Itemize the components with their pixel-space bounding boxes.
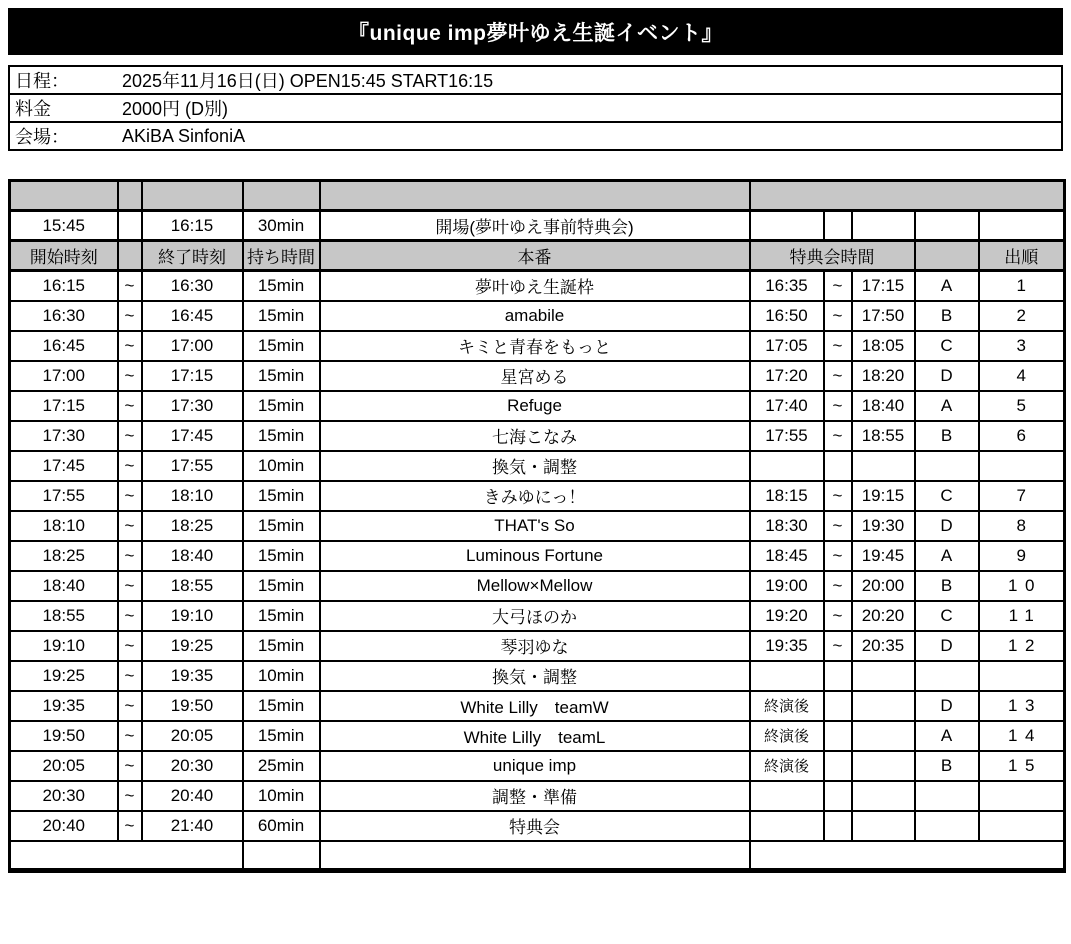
duration-cell: 15min: [243, 421, 320, 451]
duration-cell: 15min: [243, 541, 320, 571]
start-time-cell: 17:45: [10, 451, 118, 481]
end-time-cell: 20:05: [142, 721, 243, 751]
group-cell: [915, 781, 979, 811]
tilde-cell: ~: [118, 301, 142, 331]
program-cell: 調整・準備: [320, 781, 750, 811]
bonus-end-cell: 18:05: [852, 331, 915, 361]
start-time-cell: 19:50: [10, 721, 118, 751]
bonus-start-cell: 16:50: [750, 301, 824, 331]
order-cell: [979, 451, 1065, 481]
bonus-start-cell: 17:55: [750, 421, 824, 451]
info-row-date: [8, 65, 1063, 95]
end-time-cell: 17:45: [142, 421, 243, 451]
order-cell: 3: [979, 331, 1065, 361]
end-time-cell: 19:25: [142, 631, 243, 661]
order-cell: 12: [979, 631, 1065, 661]
bonus-start-cell: 19:35: [750, 631, 824, 661]
group-cell: [915, 451, 979, 481]
start-time-cell: 19:25: [10, 661, 118, 691]
duration-cell: 10min: [243, 781, 320, 811]
start-time-cell: 18:55: [10, 601, 118, 631]
bonus-tilde-cell: ~: [824, 361, 852, 391]
timetable-row: [10, 511, 1065, 541]
title-bar: [8, 8, 1063, 55]
bonus-tilde-cell: ~: [824, 571, 852, 601]
start-time-cell: 17:55: [10, 481, 118, 511]
bonus-start-cell: 18:15: [750, 481, 824, 511]
bonus-end-cell: [852, 781, 915, 811]
tilde-cell: ~: [118, 271, 142, 301]
group-cell: [915, 661, 979, 691]
start-time-cell: 17:30: [10, 421, 118, 451]
tilde-cell: ~: [118, 451, 142, 481]
group-cell: D: [915, 361, 979, 391]
duration-cell: 15min: [243, 721, 320, 751]
order-cell: 11: [979, 601, 1065, 631]
order-cell: 6: [979, 421, 1065, 451]
spacer-cell-right: [750, 181, 1065, 211]
group-cell: A: [915, 721, 979, 751]
timetable-row: [10, 571, 1065, 601]
info-label-date: 日程：: [15, 71, 69, 91]
spacer-cell: [243, 181, 320, 211]
group-cell: [915, 811, 979, 841]
bonus-end-cell: 17:15: [852, 271, 915, 301]
bonus-end-cell: 20:35: [852, 631, 915, 661]
program-cell: 琴羽ゆな: [320, 631, 750, 661]
duration-cell: 15min: [243, 361, 320, 391]
bonus-start-cell: [750, 811, 824, 841]
start-time-cell: 16:15: [10, 271, 118, 301]
info-row-venue: [8, 121, 1063, 151]
timetable-row: [10, 541, 1065, 571]
spacer-cell: [320, 181, 750, 211]
bonus-start-cell: 19:20: [750, 601, 824, 631]
info-value-price: 2000円 (D別): [122, 99, 229, 119]
timetable-row: [10, 481, 1065, 511]
tilde-cell: ~: [118, 331, 142, 361]
tilde-cell: ~: [118, 601, 142, 631]
bonus-start-cell: 18:45: [750, 541, 824, 571]
group-cell: B: [915, 571, 979, 601]
timetable-row: [10, 331, 1065, 361]
header-start-time: 開始時刻: [10, 241, 118, 271]
tilde-cell: ~: [118, 481, 142, 511]
program-cell: 開場(夢叶ゆえ事前特典会): [320, 211, 750, 241]
program-cell: THAT's So: [320, 511, 750, 541]
bonus-start-cell: 17:40: [750, 391, 824, 421]
duration-cell: 15min: [243, 571, 320, 601]
program-cell: 特典会: [320, 811, 750, 841]
bonus-start-cell: 終演後: [750, 751, 824, 781]
bonus-tilde-cell: ~: [824, 271, 852, 301]
bonus-start-cell: 17:05: [750, 331, 824, 361]
timetable-row: [10, 301, 1065, 331]
group-cell: C: [915, 601, 979, 631]
end-time-cell: 16:30: [142, 271, 243, 301]
bonus-end-cell: 19:15: [852, 481, 915, 511]
bonus-start-cell: 16:35: [750, 271, 824, 301]
start-time-cell: 18:40: [10, 571, 118, 601]
timetable-row: [10, 361, 1065, 391]
program-cell: 星宮める: [320, 361, 750, 391]
timetable-row: [10, 631, 1065, 661]
timetable-row: [10, 781, 1065, 811]
timetable: [8, 179, 1066, 873]
duration-cell: 10min: [243, 661, 320, 691]
header-tilde: [118, 241, 142, 271]
header-order: 出順: [979, 241, 1065, 271]
end-time-cell: 17:55: [142, 451, 243, 481]
duration-cell: 15min: [243, 631, 320, 661]
header-duration: 持ち時間: [243, 241, 320, 271]
tilde-cell: ~: [118, 361, 142, 391]
footer-empty-cell: [10, 841, 243, 871]
start-time-cell: 19:35: [10, 691, 118, 721]
duration-cell: 10min: [243, 451, 320, 481]
group-cell: C: [915, 481, 979, 511]
group-cell: D: [915, 691, 979, 721]
bonus-start-cell: [750, 781, 824, 811]
order-cell: 15: [979, 751, 1065, 781]
header-end-time: 終了時刻: [142, 241, 243, 271]
end-time-cell: 18:10: [142, 481, 243, 511]
schedule-page: [0, 8, 1071, 944]
program-cell: きみゆにっ！: [320, 481, 750, 511]
start-time-cell: 20:30: [10, 781, 118, 811]
tilde-cell: [118, 211, 142, 241]
order-cell: 4: [979, 361, 1065, 391]
bonus-start-cell: [750, 661, 824, 691]
group-cell: C: [915, 331, 979, 361]
end-time-cell: 16:15: [142, 211, 243, 241]
order-cell: 10: [979, 571, 1065, 601]
tilde-cell: ~: [118, 631, 142, 661]
tilde-cell: ~: [118, 661, 142, 691]
end-time-cell: 19:10: [142, 601, 243, 631]
end-time-cell: 21:40: [142, 811, 243, 841]
group-cell: B: [915, 751, 979, 781]
bonus-end-cell: [852, 691, 915, 721]
info-row-price: [8, 93, 1063, 123]
timetable-row: [10, 811, 1065, 841]
bonus-tilde-cell: ~: [824, 391, 852, 421]
bonus-tilde-cell: [824, 661, 852, 691]
program-cell: 大弓ほのか: [320, 601, 750, 631]
timetable-row: [10, 691, 1065, 721]
info-value-date: 2025年11月16日(日) OPEN15:45 START16:15: [122, 71, 494, 91]
spacer-cell: [118, 181, 142, 211]
bonus-end-cell: 19:45: [852, 541, 915, 571]
start-time-cell: 17:15: [10, 391, 118, 421]
group-cell: A: [915, 391, 979, 421]
start-time-cell: 16:30: [10, 301, 118, 331]
order-cell: 2: [979, 301, 1065, 331]
timetable-row: [10, 451, 1065, 481]
group-cell: B: [915, 301, 979, 331]
end-time-cell: 18:55: [142, 571, 243, 601]
info-label-price: 料金: [15, 99, 51, 119]
timetable-row: [10, 661, 1065, 691]
program-cell: Mellow×Mellow: [320, 571, 750, 601]
bonus-end-cell: [852, 751, 915, 781]
end-time-cell: 17:15: [142, 361, 243, 391]
group-cell: B: [915, 421, 979, 451]
tilde-cell: ~: [118, 781, 142, 811]
order-cell: [979, 211, 1065, 241]
tilde-cell: ~: [118, 811, 142, 841]
start-time-cell: 18:25: [10, 541, 118, 571]
program-cell: White Lilly teamW: [320, 691, 750, 721]
bonus-start-cell: 18:30: [750, 511, 824, 541]
end-time-cell: 18:25: [142, 511, 243, 541]
footer-empty-cell: [243, 841, 320, 871]
doors-open-row: [10, 211, 1065, 241]
duration-cell: 15min: [243, 301, 320, 331]
bonus-start-cell: [750, 211, 824, 241]
program-cell: Refuge: [320, 391, 750, 421]
bonus-end-cell: [852, 721, 915, 751]
bonus-tilde-cell: ~: [824, 511, 852, 541]
bonus-tilde-cell: ~: [824, 301, 852, 331]
duration-cell: 25min: [243, 751, 320, 781]
end-time-cell: 20:30: [142, 751, 243, 781]
tilde-cell: ~: [118, 571, 142, 601]
duration-cell: 30min: [243, 211, 320, 241]
start-time-cell: 20:05: [10, 751, 118, 781]
bonus-end-cell: 19:30: [852, 511, 915, 541]
bonus-end-cell: 18:40: [852, 391, 915, 421]
tilde-cell: ~: [118, 751, 142, 781]
duration-cell: 15min: [243, 271, 320, 301]
end-time-cell: 16:45: [142, 301, 243, 331]
bonus-start-cell: 19:00: [750, 571, 824, 601]
bonus-tilde-cell: ~: [824, 331, 852, 361]
bonus-tilde-cell: [824, 781, 852, 811]
end-time-cell: 17:30: [142, 391, 243, 421]
spacer-row: [10, 181, 1065, 211]
bonus-tilde-cell: [824, 721, 852, 751]
program-cell: amabile: [320, 301, 750, 331]
group-cell: A: [915, 541, 979, 571]
bonus-start-cell: 終演後: [750, 691, 824, 721]
group-cell: D: [915, 631, 979, 661]
bonus-start-cell: 17:20: [750, 361, 824, 391]
bonus-end-cell: 17:50: [852, 301, 915, 331]
header-program: 本番: [320, 241, 750, 271]
order-cell: 13: [979, 691, 1065, 721]
bonus-end-cell: 20:20: [852, 601, 915, 631]
bonus-end-cell: 20:00: [852, 571, 915, 601]
timetable-row: [10, 601, 1065, 631]
group-cell: [915, 211, 979, 241]
duration-cell: 15min: [243, 691, 320, 721]
duration-cell: 15min: [243, 601, 320, 631]
bonus-end-cell: [852, 211, 915, 241]
start-time-cell: 17:00: [10, 361, 118, 391]
info-value-venue: AKiBA SinfoniA: [122, 125, 246, 146]
end-time-cell: 18:40: [142, 541, 243, 571]
program-cell: キミと青春をもっと: [320, 331, 750, 361]
order-cell: 7: [979, 481, 1065, 511]
program-cell: 換気・調整: [320, 661, 750, 691]
header-bonus-time: 特典会時間: [750, 241, 915, 271]
order-cell: 9: [979, 541, 1065, 571]
start-time-cell: 20:40: [10, 811, 118, 841]
group-cell: A: [915, 271, 979, 301]
group-cell: D: [915, 511, 979, 541]
bonus-tilde-cell: ~: [824, 541, 852, 571]
tilde-cell: ~: [118, 391, 142, 421]
bonus-start-cell: 終演後: [750, 721, 824, 751]
footer-empty-cell: [320, 841, 750, 871]
timetable-row: [10, 721, 1065, 751]
duration-cell: 15min: [243, 481, 320, 511]
footer-empty-row: [10, 841, 1065, 871]
end-time-cell: 17:00: [142, 331, 243, 361]
start-time-cell: 19:10: [10, 631, 118, 661]
order-cell: [979, 811, 1065, 841]
program-cell: White Lilly teamL: [320, 721, 750, 751]
end-time-cell: 20:40: [142, 781, 243, 811]
spacer-cell: [10, 181, 118, 211]
tilde-cell: ~: [118, 541, 142, 571]
start-time-cell: 16:45: [10, 331, 118, 361]
timetable-row: [10, 421, 1065, 451]
header-group: [915, 241, 979, 271]
order-cell: [979, 661, 1065, 691]
tilde-cell: ~: [118, 691, 142, 721]
order-cell: 14: [979, 721, 1065, 751]
duration-cell: 60min: [243, 811, 320, 841]
info-label-venue: 会場：: [15, 127, 69, 147]
bonus-tilde-cell: ~: [824, 421, 852, 451]
bonus-start-cell: [750, 451, 824, 481]
bonus-tilde-cell: [824, 751, 852, 781]
order-cell: 5: [979, 391, 1065, 421]
duration-cell: 15min: [243, 331, 320, 361]
bonus-end-cell: 18:20: [852, 361, 915, 391]
bonus-end-cell: [852, 661, 915, 691]
duration-cell: 15min: [243, 391, 320, 421]
bonus-tilde-cell: ~: [824, 631, 852, 661]
footer-empty-cell-right: [750, 841, 1065, 871]
event-info-table: [8, 65, 1063, 151]
bonus-tilde-cell: [824, 451, 852, 481]
bonus-tilde-cell: [824, 211, 852, 241]
bonus-end-cell: [852, 811, 915, 841]
order-cell: 8: [979, 511, 1065, 541]
bonus-end-cell: 18:55: [852, 421, 915, 451]
start-time-cell: 18:10: [10, 511, 118, 541]
order-cell: [979, 781, 1065, 811]
order-cell: 1: [979, 271, 1065, 301]
end-time-cell: 19:35: [142, 661, 243, 691]
program-cell: unique imp: [320, 751, 750, 781]
program-cell: Luminous Fortune: [320, 541, 750, 571]
duration-cell: 15min: [243, 511, 320, 541]
bonus-tilde-cell: ~: [824, 481, 852, 511]
program-cell: 七海こなみ: [320, 421, 750, 451]
header-row: [10, 241, 1065, 271]
tilde-cell: ~: [118, 511, 142, 541]
end-time-cell: 19:50: [142, 691, 243, 721]
timetable-row: [10, 271, 1065, 301]
start-time-cell: 15:45: [10, 211, 118, 241]
tilde-cell: ~: [118, 421, 142, 451]
timetable-row: [10, 391, 1065, 421]
program-cell: 換気・調整: [320, 451, 750, 481]
program-cell: 夢叶ゆえ生誕枠: [320, 271, 750, 301]
bonus-end-cell: [852, 451, 915, 481]
timetable-row: [10, 751, 1065, 781]
spacer-cell: [142, 181, 243, 211]
tilde-cell: ~: [118, 721, 142, 751]
bonus-tilde-cell: [824, 811, 852, 841]
bonus-tilde-cell: ~: [824, 601, 852, 631]
event-title: 『unique imp夢叶ゆえ生誕イベント』: [348, 21, 723, 45]
bonus-tilde-cell: [824, 691, 852, 721]
